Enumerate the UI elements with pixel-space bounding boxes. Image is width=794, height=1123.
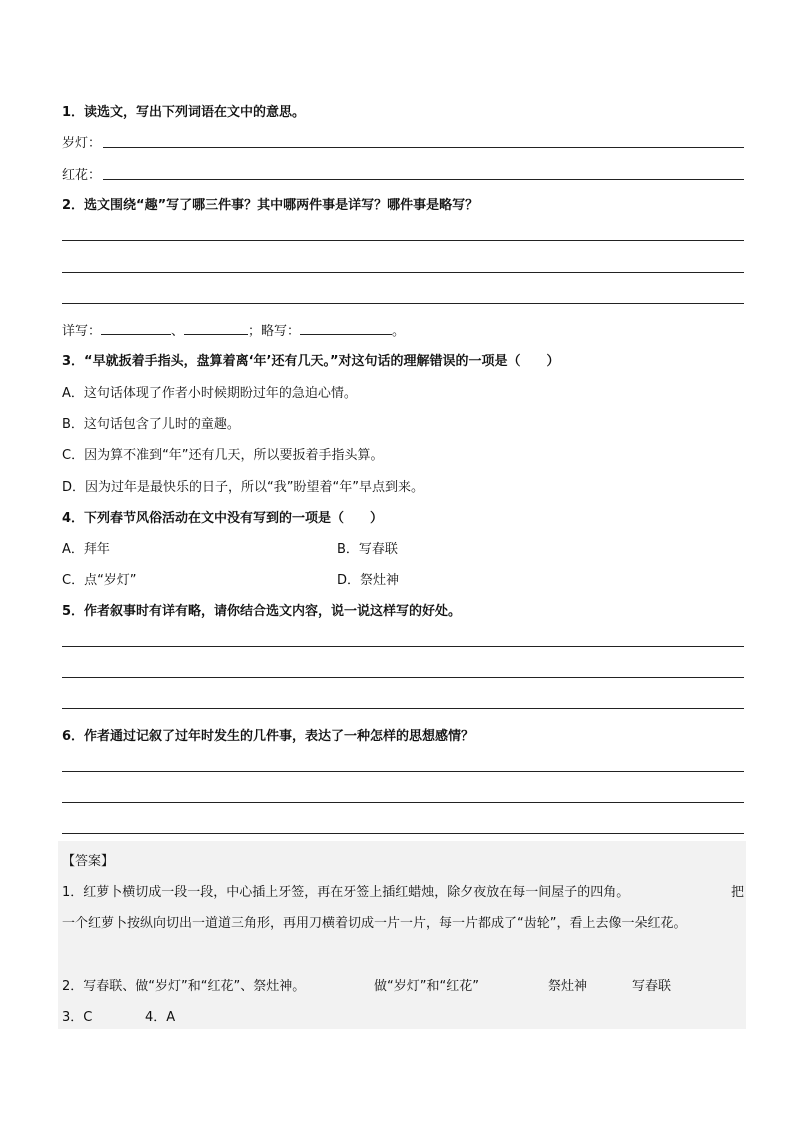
question-4-title: 4．下列春节风俗活动在文中没有写到的一项是（ ） bbox=[62, 511, 384, 526]
q4-option-b[interactable]: B．写春联 bbox=[337, 542, 398, 557]
q2-answer-line-1[interactable] bbox=[62, 240, 744, 241]
q1-item-honghua-label: 红花： bbox=[62, 168, 102, 183]
answer-2-brief: 写春联 bbox=[632, 979, 672, 994]
q2-detail-blank-2[interactable] bbox=[184, 322, 248, 335]
q5-answer-line-1[interactable] bbox=[62, 646, 744, 647]
question-6-title: 6．作者通过记叙了过年时发生的几件事，表达了一种怎样的思想感情？ bbox=[62, 729, 475, 744]
answer-2-summary: 2．写春联、做“岁灯”和“红花”、祭灶神。 bbox=[62, 979, 306, 994]
q1-item-suideng-label: 岁灯： bbox=[62, 136, 102, 151]
answer-2-detail-1: 做“岁灯”和“红花” bbox=[374, 979, 479, 994]
q4-option-a[interactable]: A．拜年 bbox=[62, 542, 110, 557]
answer-heading: 【答案】 bbox=[62, 854, 115, 869]
question-3-title: 3．“早就扳着手指头，盘算着离‘年’还有几天。”对这句话的理解错误的一项是（ ） bbox=[62, 354, 560, 369]
answer-2-detail-2: 祭灶神 bbox=[548, 979, 588, 994]
q5-answer-line-2[interactable] bbox=[62, 677, 744, 678]
q2-brief-blank[interactable] bbox=[300, 322, 392, 335]
answer-4: 4．A bbox=[145, 1010, 176, 1025]
q3-option-d[interactable]: D．因为过年是最快乐的日子，所以“我”盼望着“年”早点到来。 bbox=[62, 480, 424, 495]
q2-brief-label: ；略写： bbox=[248, 324, 301, 339]
q3-option-c[interactable]: C．因为算不准到“年”还有几天，所以要扳着手指头算。 bbox=[62, 448, 384, 463]
q6-answer-line-3[interactable] bbox=[62, 833, 744, 834]
answer-1-line-1: 1．红萝卜横切成一段一段，中心插上牙签，再在牙签上插红蜡烛，除夕夜放在每一间屋子的四角。 bbox=[62, 885, 630, 900]
question-2-title: 2．选文围绕“趣”写了哪三件事？其中哪两件事是详写？哪件事是略写？ bbox=[62, 198, 479, 213]
q6-answer-line-2[interactable] bbox=[62, 802, 744, 803]
answer-3: 3．C bbox=[62, 1010, 93, 1025]
q2-separator-1: 、 bbox=[171, 324, 185, 339]
q2-detail-label: 详写： bbox=[62, 324, 102, 339]
q3-option-b[interactable]: B．这句话包含了儿时的童趣。 bbox=[62, 417, 240, 432]
q4-option-d[interactable]: D．祭灶神 bbox=[337, 573, 400, 588]
answer-section bbox=[58, 841, 746, 1029]
q2-detail-row bbox=[62, 320, 405, 339]
q5-answer-line-3[interactable] bbox=[62, 708, 744, 709]
q2-detail-blank-1[interactable] bbox=[101, 322, 171, 335]
q4-option-c[interactable]: C．点“岁灯” bbox=[62, 573, 137, 588]
question-5-title: 5．作者叙事时有详有略，请你结合选文内容，说一说这样写的好处。 bbox=[62, 604, 462, 619]
answer-1-line-2: 一个红萝卜按纵向切出一道道三角形，再用刀横着切成一片一片，每一片都成了“齿轮”，看上去像一朵红花。 bbox=[62, 916, 687, 931]
q1-answer-line-2[interactable] bbox=[103, 179, 744, 180]
q3-option-a[interactable]: A．这句话体现了作者小时候期盼过年的急迫心情。 bbox=[62, 386, 357, 401]
answer-1-line-1-tail: 把 bbox=[731, 885, 745, 900]
q2-answer-line-3[interactable] bbox=[62, 303, 744, 304]
q6-answer-line-1[interactable] bbox=[62, 771, 744, 772]
question-1-title: 1．读选文，写出下列词语在文中的意思。 bbox=[62, 105, 306, 120]
q2-end-mark: 。 bbox=[392, 324, 406, 339]
q2-answer-line-2[interactable] bbox=[62, 272, 744, 273]
q1-answer-line-1[interactable] bbox=[103, 147, 744, 148]
